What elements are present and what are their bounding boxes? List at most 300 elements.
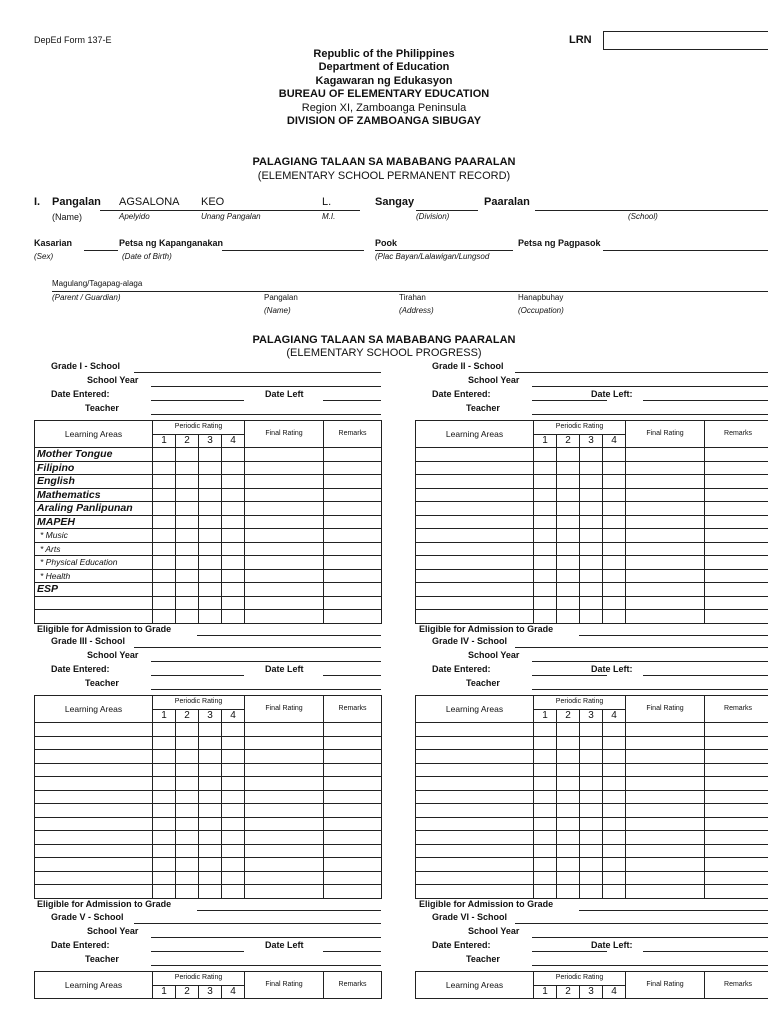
- rating-cell[interactable]: [705, 844, 768, 858]
- rating-cell[interactable]: [324, 461, 382, 475]
- rating-cell[interactable]: [199, 596, 222, 610]
- date-entered-line[interactable]: [532, 951, 607, 952]
- rating-cell[interactable]: [580, 569, 603, 583]
- division-line[interactable]: [416, 210, 478, 211]
- rating-cell[interactable]: [626, 871, 705, 885]
- rating-cell[interactable]: [626, 596, 705, 610]
- rating-cell[interactable]: [176, 569, 199, 583]
- rating-cell[interactable]: [603, 542, 626, 556]
- subject-cell[interactable]: [35, 817, 153, 831]
- firstname-value[interactable]: KEO: [201, 196, 225, 208]
- rating-cell[interactable]: [245, 790, 324, 804]
- rating-cell[interactable]: [176, 750, 199, 764]
- subject-cell[interactable]: [416, 777, 534, 791]
- rating-cell[interactable]: [153, 515, 176, 529]
- date-entered-line[interactable]: [532, 400, 607, 401]
- rating-cell[interactable]: [626, 488, 705, 502]
- rating-cell[interactable]: [534, 475, 557, 489]
- rating-cell[interactable]: [580, 763, 603, 777]
- rating-cell[interactable]: [557, 596, 580, 610]
- rating-cell[interactable]: [603, 515, 626, 529]
- rating-cell[interactable]: [324, 583, 382, 597]
- rating-cell[interactable]: [222, 777, 245, 791]
- rating-cell[interactable]: [199, 461, 222, 475]
- rating-cell[interactable]: [324, 790, 382, 804]
- date-left-line[interactable]: [643, 951, 768, 952]
- rating-cell[interactable]: [324, 871, 382, 885]
- subject-cell[interactable]: [416, 723, 534, 737]
- rating-cell[interactable]: [324, 488, 382, 502]
- subject-cell[interactable]: [416, 475, 534, 489]
- rating-cell[interactable]: [603, 817, 626, 831]
- rating-cell[interactable]: [534, 515, 557, 529]
- rating-cell[interactable]: [153, 502, 176, 516]
- subject-cell[interactable]: [35, 790, 153, 804]
- rating-cell[interactable]: [580, 858, 603, 872]
- rating-cell[interactable]: [222, 475, 245, 489]
- grade-school-line[interactable]: [134, 647, 381, 648]
- teacher-line[interactable]: [151, 965, 381, 966]
- rating-cell[interactable]: [153, 858, 176, 872]
- rating-cell[interactable]: [324, 610, 382, 624]
- rating-cell[interactable]: [176, 871, 199, 885]
- subject-cell[interactable]: [35, 610, 153, 624]
- rating-cell[interactable]: [626, 542, 705, 556]
- subject-cell[interactable]: [35, 871, 153, 885]
- school-year-line[interactable]: [532, 386, 768, 387]
- subject-cell[interactable]: [35, 763, 153, 777]
- rating-cell[interactable]: [199, 844, 222, 858]
- grade-school-line[interactable]: [134, 372, 381, 373]
- rating-cell[interactable]: [199, 610, 222, 624]
- rating-cell[interactable]: [557, 777, 580, 791]
- rating-cell[interactable]: [534, 610, 557, 624]
- rating-cell[interactable]: [222, 844, 245, 858]
- rating-cell[interactable]: [705, 858, 768, 872]
- rating-cell[interactable]: [245, 488, 324, 502]
- mi-value[interactable]: L.: [322, 196, 332, 208]
- date-entered-line[interactable]: [151, 951, 244, 952]
- rating-cell[interactable]: [324, 475, 382, 489]
- rating-cell[interactable]: [580, 475, 603, 489]
- rating-cell[interactable]: [534, 596, 557, 610]
- rating-cell[interactable]: [557, 475, 580, 489]
- rating-cell[interactable]: [705, 529, 768, 543]
- rating-cell[interactable]: [153, 475, 176, 489]
- rating-cell[interactable]: [705, 502, 768, 516]
- rating-cell[interactable]: [603, 750, 626, 764]
- rating-cell[interactable]: [324, 736, 382, 750]
- rating-cell[interactable]: [603, 790, 626, 804]
- rating-cell[interactable]: [557, 763, 580, 777]
- rating-cell[interactable]: [705, 475, 768, 489]
- rating-cell[interactable]: [534, 885, 557, 899]
- rating-cell[interactable]: [324, 542, 382, 556]
- rating-cell[interactable]: [222, 488, 245, 502]
- rating-cell[interactable]: [557, 502, 580, 516]
- rating-cell[interactable]: [222, 723, 245, 737]
- rating-cell[interactable]: [324, 596, 382, 610]
- rating-cell[interactable]: [199, 515, 222, 529]
- rating-cell[interactable]: [199, 723, 222, 737]
- rating-cell[interactable]: [199, 488, 222, 502]
- rating-cell[interactable]: [534, 556, 557, 570]
- rating-cell[interactable]: [580, 750, 603, 764]
- eligible-line[interactable]: [197, 635, 381, 636]
- rating-cell[interactable]: [199, 871, 222, 885]
- rating-cell[interactable]: [557, 556, 580, 570]
- date-left-line[interactable]: [323, 400, 381, 401]
- rating-cell[interactable]: [176, 448, 199, 462]
- rating-cell[interactable]: [580, 790, 603, 804]
- rating-cell[interactable]: [245, 448, 324, 462]
- rating-cell[interactable]: [534, 448, 557, 462]
- rating-cell[interactable]: [245, 515, 324, 529]
- rating-cell[interactable]: [626, 790, 705, 804]
- eligible-line[interactable]: [579, 910, 768, 911]
- rating-cell[interactable]: [580, 461, 603, 475]
- rating-cell[interactable]: [603, 448, 626, 462]
- rating-cell[interactable]: [626, 804, 705, 818]
- subject-cell[interactable]: [416, 790, 534, 804]
- rating-cell[interactable]: [705, 448, 768, 462]
- rating-cell[interactable]: [324, 515, 382, 529]
- rating-cell[interactable]: [153, 750, 176, 764]
- rating-cell[interactable]: [705, 831, 768, 845]
- rating-cell[interactable]: [534, 831, 557, 845]
- rating-cell[interactable]: [580, 529, 603, 543]
- date-left-line[interactable]: [323, 951, 381, 952]
- rating-cell[interactable]: [324, 750, 382, 764]
- rating-cell[interactable]: [245, 804, 324, 818]
- rating-cell[interactable]: [603, 529, 626, 543]
- rating-cell[interactable]: [557, 723, 580, 737]
- rating-cell[interactable]: [245, 583, 324, 597]
- rating-cell[interactable]: [580, 583, 603, 597]
- rating-cell[interactable]: [705, 804, 768, 818]
- rating-cell[interactable]: [626, 448, 705, 462]
- rating-cell[interactable]: [580, 804, 603, 818]
- date-left-line[interactable]: [643, 400, 768, 401]
- rating-cell[interactable]: [324, 844, 382, 858]
- rating-cell[interactable]: [603, 596, 626, 610]
- rating-cell[interactable]: [222, 763, 245, 777]
- rating-cell[interactable]: [705, 871, 768, 885]
- rating-cell[interactable]: [534, 804, 557, 818]
- rating-cell[interactable]: [199, 583, 222, 597]
- rating-cell[interactable]: [245, 529, 324, 543]
- date-left-line[interactable]: [323, 675, 381, 676]
- subject-cell[interactable]: [35, 858, 153, 872]
- rating-cell[interactable]: [626, 529, 705, 543]
- rating-cell[interactable]: [603, 736, 626, 750]
- grade-school-line[interactable]: [515, 372, 768, 373]
- rating-cell[interactable]: [199, 831, 222, 845]
- rating-cell[interactable]: [557, 515, 580, 529]
- rating-cell[interactable]: [222, 583, 245, 597]
- rating-cell[interactable]: [176, 542, 199, 556]
- rating-cell[interactable]: [176, 515, 199, 529]
- rating-cell[interactable]: [245, 475, 324, 489]
- rating-cell[interactable]: [534, 723, 557, 737]
- rating-cell[interactable]: [176, 777, 199, 791]
- teacher-line[interactable]: [532, 414, 768, 415]
- rating-cell[interactable]: [324, 502, 382, 516]
- rating-cell[interactable]: [153, 596, 176, 610]
- rating-cell[interactable]: [222, 610, 245, 624]
- rating-cell[interactable]: [153, 583, 176, 597]
- subject-cell[interactable]: [416, 736, 534, 750]
- rating-cell[interactable]: [324, 817, 382, 831]
- rating-cell[interactable]: [603, 556, 626, 570]
- rating-cell[interactable]: [153, 448, 176, 462]
- rating-cell[interactable]: [199, 777, 222, 791]
- rating-cell[interactable]: [580, 885, 603, 899]
- rating-cell[interactable]: [626, 777, 705, 791]
- rating-cell[interactable]: [153, 529, 176, 543]
- subject-cell[interactable]: [416, 515, 534, 529]
- rating-cell[interactable]: [534, 529, 557, 543]
- rating-cell[interactable]: [705, 488, 768, 502]
- rating-cell[interactable]: [580, 610, 603, 624]
- subject-cell[interactable]: [416, 858, 534, 872]
- rating-cell[interactable]: [176, 556, 199, 570]
- subject-cell[interactable]: [416, 502, 534, 516]
- rating-cell[interactable]: [222, 750, 245, 764]
- grade-school-line[interactable]: [515, 923, 768, 924]
- teacher-line[interactable]: [532, 965, 768, 966]
- rating-cell[interactable]: [580, 515, 603, 529]
- rating-cell[interactable]: [153, 569, 176, 583]
- subject-cell[interactable]: [416, 529, 534, 543]
- rating-cell[interactable]: [534, 502, 557, 516]
- rating-cell[interactable]: [222, 871, 245, 885]
- rating-cell[interactable]: [534, 542, 557, 556]
- rating-cell[interactable]: [245, 844, 324, 858]
- rating-cell[interactable]: [626, 583, 705, 597]
- date-entered-line[interactable]: [151, 675, 244, 676]
- rating-cell[interactable]: [176, 475, 199, 489]
- sex-line[interactable]: [84, 250, 118, 251]
- rating-cell[interactable]: [324, 556, 382, 570]
- subject-cell[interactable]: [416, 817, 534, 831]
- rating-cell[interactable]: [705, 817, 768, 831]
- rating-cell[interactable]: [534, 750, 557, 764]
- rating-cell[interactable]: [557, 831, 580, 845]
- subject-cell[interactable]: [416, 488, 534, 502]
- rating-cell[interactable]: [626, 844, 705, 858]
- subject-cell[interactable]: [35, 596, 153, 610]
- rating-cell[interactable]: [153, 817, 176, 831]
- rating-cell[interactable]: [580, 723, 603, 737]
- rating-cell[interactable]: [222, 831, 245, 845]
- rating-cell[interactable]: [176, 723, 199, 737]
- rating-cell[interactable]: [222, 515, 245, 529]
- rating-cell[interactable]: [603, 461, 626, 475]
- rating-cell[interactable]: [580, 448, 603, 462]
- rating-cell[interactable]: [705, 790, 768, 804]
- rating-cell[interactable]: [580, 556, 603, 570]
- rating-cell[interactable]: [199, 736, 222, 750]
- school-year-line[interactable]: [151, 661, 381, 662]
- rating-cell[interactable]: [705, 736, 768, 750]
- rating-cell[interactable]: [603, 763, 626, 777]
- school-year-line[interactable]: [532, 661, 768, 662]
- rating-cell[interactable]: [153, 556, 176, 570]
- rating-cell[interactable]: [705, 556, 768, 570]
- rating-cell[interactable]: [534, 871, 557, 885]
- rating-cell[interactable]: [580, 502, 603, 516]
- rating-cell[interactable]: [176, 529, 199, 543]
- subject-cell[interactable]: [416, 844, 534, 858]
- rating-cell[interactable]: [534, 583, 557, 597]
- rating-cell[interactable]: [199, 556, 222, 570]
- rating-cell[interactable]: [603, 569, 626, 583]
- rating-cell[interactable]: [324, 777, 382, 791]
- rating-cell[interactable]: [176, 736, 199, 750]
- subject-cell[interactable]: [35, 804, 153, 818]
- rating-cell[interactable]: [705, 610, 768, 624]
- rating-cell[interactable]: [534, 736, 557, 750]
- rating-cell[interactable]: [580, 542, 603, 556]
- rating-cell[interactable]: [557, 858, 580, 872]
- subject-cell[interactable]: [416, 750, 534, 764]
- rating-cell[interactable]: [626, 817, 705, 831]
- rating-cell[interactable]: [626, 750, 705, 764]
- rating-cell[interactable]: [199, 475, 222, 489]
- subject-cell[interactable]: [416, 583, 534, 597]
- eligible-line[interactable]: [579, 635, 768, 636]
- subject-cell[interactable]: [35, 844, 153, 858]
- rating-cell[interactable]: [580, 871, 603, 885]
- rating-cell[interactable]: [199, 529, 222, 543]
- rating-cell[interactable]: [557, 583, 580, 597]
- rating-cell[interactable]: [199, 763, 222, 777]
- rating-cell[interactable]: [603, 885, 626, 899]
- rating-cell[interactable]: [153, 790, 176, 804]
- rating-cell[interactable]: [603, 804, 626, 818]
- rating-cell[interactable]: [153, 831, 176, 845]
- rating-cell[interactable]: [557, 871, 580, 885]
- rating-cell[interactable]: [705, 515, 768, 529]
- rating-cell[interactable]: [557, 542, 580, 556]
- subject-cell[interactable]: [35, 831, 153, 845]
- rating-cell[interactable]: [324, 804, 382, 818]
- birth-line[interactable]: [222, 250, 364, 251]
- rating-cell[interactable]: [245, 610, 324, 624]
- rating-cell[interactable]: [603, 858, 626, 872]
- subject-cell[interactable]: [416, 542, 534, 556]
- rating-cell[interactable]: [245, 858, 324, 872]
- subject-cell[interactable]: [35, 777, 153, 791]
- rating-cell[interactable]: [626, 461, 705, 475]
- rating-cell[interactable]: [324, 723, 382, 737]
- rating-cell[interactable]: [534, 844, 557, 858]
- rating-cell[interactable]: [705, 569, 768, 583]
- rating-cell[interactable]: [626, 569, 705, 583]
- rating-cell[interactable]: [324, 448, 382, 462]
- rating-cell[interactable]: [222, 502, 245, 516]
- rating-cell[interactable]: [153, 461, 176, 475]
- rating-cell[interactable]: [222, 790, 245, 804]
- rating-cell[interactable]: [557, 461, 580, 475]
- rating-cell[interactable]: [626, 475, 705, 489]
- date-left-line[interactable]: [643, 675, 768, 676]
- rating-cell[interactable]: [245, 569, 324, 583]
- subject-cell[interactable]: [35, 723, 153, 737]
- rating-cell[interactable]: [534, 569, 557, 583]
- rating-cell[interactable]: [245, 831, 324, 845]
- rating-cell[interactable]: [245, 885, 324, 899]
- rating-cell[interactable]: [557, 817, 580, 831]
- rating-cell[interactable]: [603, 871, 626, 885]
- rating-cell[interactable]: [705, 885, 768, 899]
- school-line[interactable]: [535, 210, 768, 211]
- rating-cell[interactable]: [245, 502, 324, 516]
- rating-cell[interactable]: [222, 569, 245, 583]
- rating-cell[interactable]: [153, 610, 176, 624]
- rating-cell[interactable]: [199, 542, 222, 556]
- teacher-line[interactable]: [151, 689, 381, 690]
- rating-cell[interactable]: [222, 817, 245, 831]
- rating-cell[interactable]: [580, 488, 603, 502]
- rating-cell[interactable]: [153, 723, 176, 737]
- subject-cell[interactable]: [35, 736, 153, 750]
- rating-cell[interactable]: [705, 750, 768, 764]
- rating-cell[interactable]: [324, 763, 382, 777]
- rating-cell[interactable]: [176, 763, 199, 777]
- rating-cell[interactable]: [626, 736, 705, 750]
- rating-cell[interactable]: [176, 885, 199, 899]
- school-year-line[interactable]: [532, 937, 768, 938]
- rating-cell[interactable]: [626, 723, 705, 737]
- subject-cell[interactable]: [35, 750, 153, 764]
- rating-cell[interactable]: [705, 583, 768, 597]
- subject-cell[interactable]: [416, 763, 534, 777]
- rating-cell[interactable]: [557, 736, 580, 750]
- rating-cell[interactable]: [153, 736, 176, 750]
- teacher-line[interactable]: [151, 414, 381, 415]
- rating-cell[interactable]: [603, 844, 626, 858]
- rating-cell[interactable]: [705, 461, 768, 475]
- rating-cell[interactable]: [176, 817, 199, 831]
- rating-cell[interactable]: [580, 596, 603, 610]
- rating-cell[interactable]: [245, 777, 324, 791]
- rating-cell[interactable]: [603, 475, 626, 489]
- rating-cell[interactable]: [705, 723, 768, 737]
- subject-cell[interactable]: [416, 871, 534, 885]
- rating-cell[interactable]: [705, 542, 768, 556]
- rating-cell[interactable]: [534, 763, 557, 777]
- rating-cell[interactable]: [557, 529, 580, 543]
- rating-cell[interactable]: [603, 831, 626, 845]
- surname-value[interactable]: AGSALONA: [119, 196, 180, 208]
- rating-cell[interactable]: [580, 736, 603, 750]
- rating-cell[interactable]: [176, 610, 199, 624]
- guardian-line[interactable]: [52, 291, 768, 292]
- rating-cell[interactable]: [603, 610, 626, 624]
- rating-cell[interactable]: [603, 777, 626, 791]
- rating-cell[interactable]: [557, 448, 580, 462]
- rating-cell[interactable]: [222, 448, 245, 462]
- rating-cell[interactable]: [199, 750, 222, 764]
- rating-cell[interactable]: [176, 461, 199, 475]
- rating-cell[interactable]: [324, 569, 382, 583]
- rating-cell[interactable]: [153, 804, 176, 818]
- date-entered-line[interactable]: [532, 675, 607, 676]
- rating-cell[interactable]: [580, 777, 603, 791]
- rating-cell[interactable]: [199, 790, 222, 804]
